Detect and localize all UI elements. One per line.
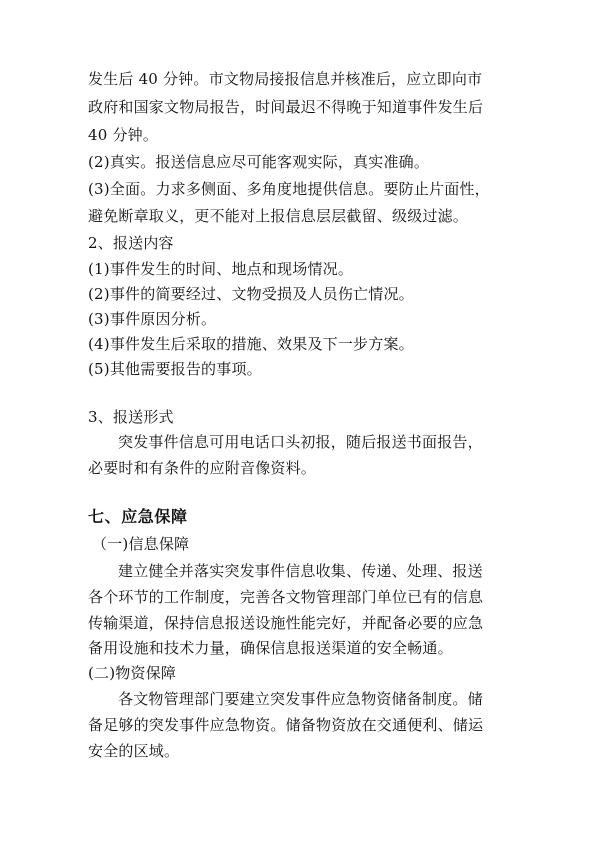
subsection-heading: (二)物资保障 <box>88 664 177 682</box>
text-line: 传输渠道，保持信息报送设施性能完好，并配备必要的应急 <box>88 614 484 632</box>
list-item: (2)真实。报送信息应尽可能客观实际，真实准确。 <box>88 153 430 171</box>
text-line: 必要时和有条件的应附音像资料。 <box>88 459 317 477</box>
chapter-heading: 七、应急保障 <box>88 507 188 526</box>
paragraph-first-line: 建立健全并落实突发事件信息收集、传递、处理、报送 <box>118 562 483 580</box>
list-item: (2)事件的简要经过、文物受损及人员伤亡情况。 <box>88 285 414 303</box>
text-line: 避免断章取义，更不能对上报信息层层截留、级级过滤。 <box>88 207 469 225</box>
list-item: (5)其他需要报告的事项。 <box>88 360 262 378</box>
text-line: 40 分钟。 <box>88 126 159 144</box>
paragraph-first-line: 突发事件信息可用电话口头初报，随后报送书面报告， <box>118 433 483 451</box>
text-line: 发生后 40 分钟。市文物局接报信息并核准后，应立即向市 <box>88 70 483 88</box>
text-line: 备用设施和技术力量，确保信息报送渠道的安全畅通。 <box>88 639 453 657</box>
section-heading: 2、报送内容 <box>88 234 174 252</box>
text-line: 各个环节的工作制度，完善各文物管理部门单位已有的信息 <box>88 588 484 606</box>
list-item: (3)事件原因分析。 <box>88 310 217 328</box>
text-line: 安全的区域。 <box>88 742 180 760</box>
list-item: (3)全面。力求多侧面、多角度地提供信息。要防止片面性， <box>88 180 490 198</box>
paragraph-first-line: 各文物管理部门要建立突发事件应急物资储备制度。储 <box>118 690 483 708</box>
list-item: (1)事件发生的时间、地点和现场情况。 <box>88 260 354 278</box>
list-item: (4)事件发生后采取的措施、效果及下一步方案。 <box>88 335 414 353</box>
section-heading: 3、报送形式 <box>88 408 174 426</box>
text-line: 备足够的突发事件应急物资。储备物资放在交通便利、储运 <box>88 716 484 734</box>
text-line: 政府和国家文物局报告，时间最迟不得晚于知道事件发生后 <box>88 98 484 116</box>
subsection-heading: （一)信息保障 <box>92 535 190 553</box>
